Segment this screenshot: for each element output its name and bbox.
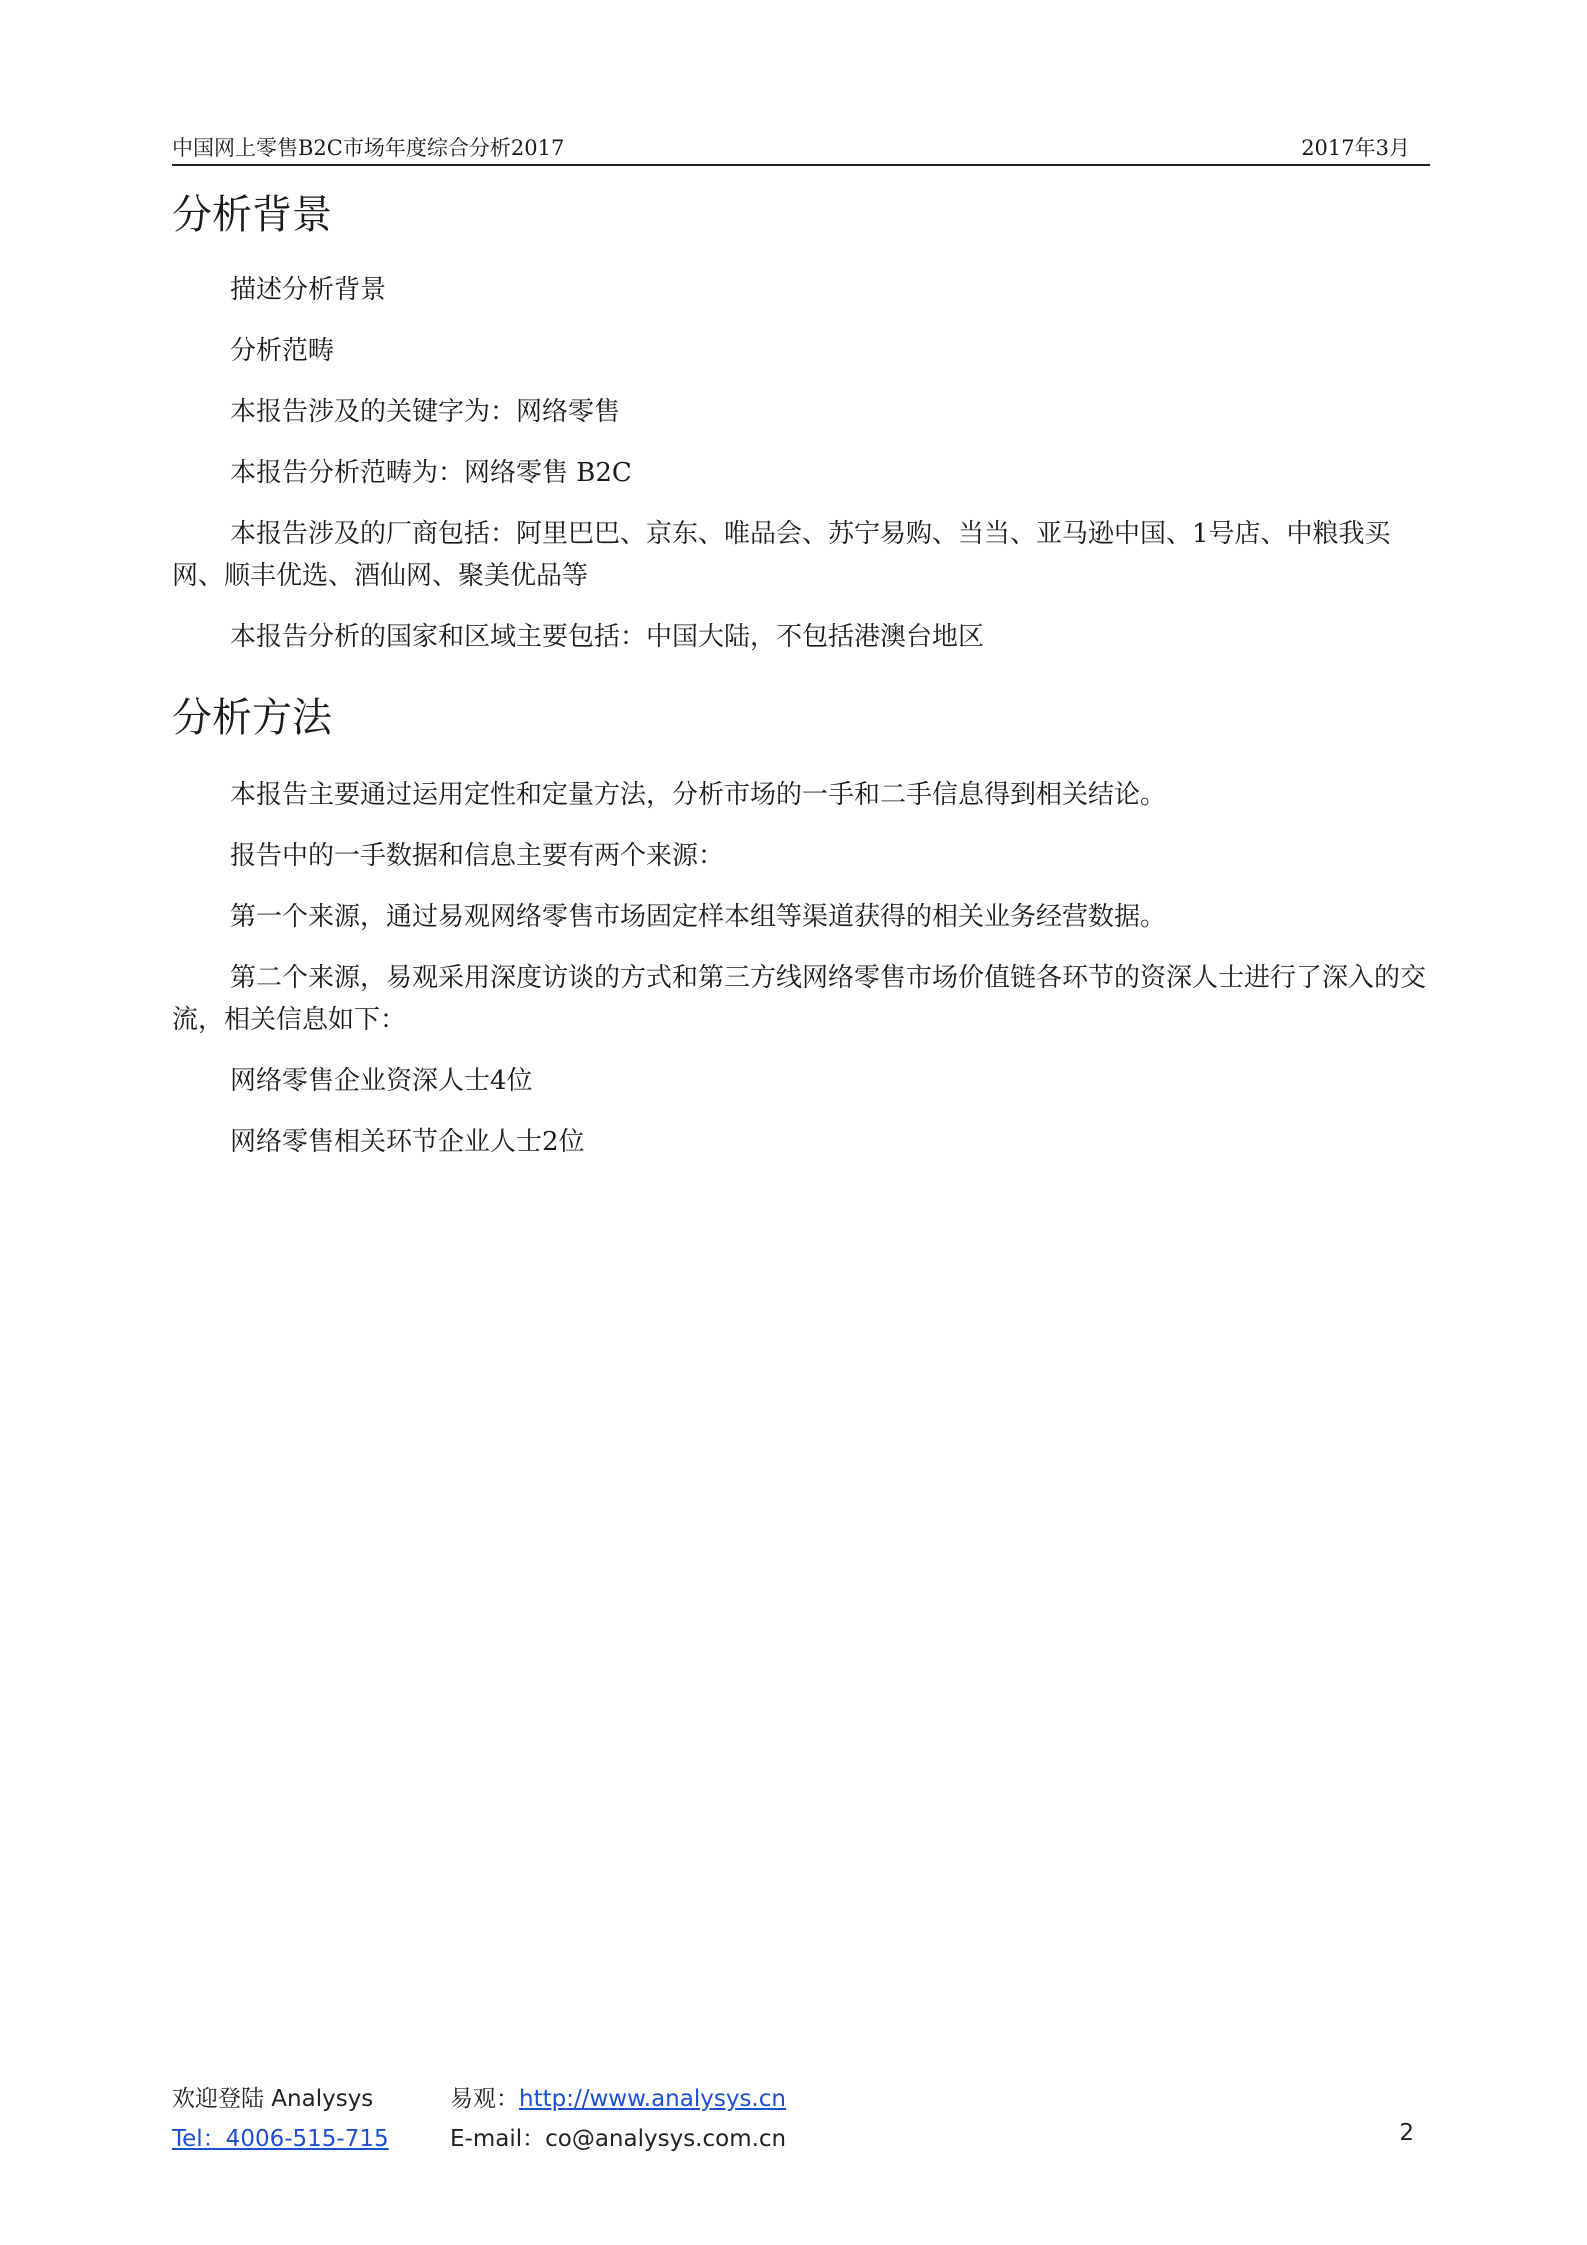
header-date: 2017年3月: [1301, 136, 1410, 160]
section-heading: 分析背景: [172, 192, 332, 238]
paragraph: 本报告主要通过运用定性和定量方法，分析市场的一手和二手信息得到相关结论。: [230, 780, 1167, 810]
paragraph: 分析范畴: [230, 336, 335, 366]
footer-welcome: 欢迎登陆 Analysys: [172, 2086, 374, 2112]
paragraph: 报告中的一手数据和信息主要有两个来源：: [230, 841, 725, 871]
page-header: [172, 130, 1430, 166]
paragraph: 第一个来源，通过易观网络零售市场固定样本组等渠道获得的相关业务经营数据。: [230, 902, 1167, 932]
site-link[interactable]: http://www.analysys.cn: [519, 2086, 786, 2112]
page-number: 2: [1399, 2120, 1414, 2146]
header-title: 中国网上零售B2C市场年度综合分析2017: [172, 136, 565, 160]
tel-link[interactable]: Tel：4006-515-715: [172, 2126, 389, 2152]
footer-row-2: [172, 2120, 1430, 2160]
paragraph: 本报告涉及的厂商包括：阿里巴巴、京东、唯品会、苏宁易购、当当、亚马逊中国、1号店、中粮我买网、顺丰优选、酒仙网、聚美优品等: [172, 519, 1391, 591]
section-background: [172, 192, 1430, 658]
footer-row-1: [172, 2080, 1430, 2120]
footer-email: E-mail：co@analysys.com.cn: [450, 2126, 787, 2152]
main-content: [172, 192, 1430, 1182]
section-heading: 分析方法: [172, 695, 332, 741]
paragraph: 本报告分析范畴为：网络零售 B2C: [230, 458, 632, 488]
paragraph: 第二个来源，易观采用深度访谈的方式和第三方线网络零售市场价值链各环节的资深人士进行了深入的交流，相关信息如下：: [172, 963, 1427, 1035]
paragraph: 网络零售相关环节企业人士2位: [230, 1127, 585, 1157]
paragraph: 网络零售企业资深人士4位: [230, 1066, 533, 1096]
paragraph: 本报告涉及的关键字为：网络零售: [230, 397, 621, 427]
section-method: [172, 695, 1430, 1163]
page-footer: [172, 2080, 1430, 2160]
paragraph: 本报告分析的国家和区域主要包括：中国大陆，不包括港澳台地区: [230, 622, 985, 652]
paragraph: 描述分析背景: [230, 275, 387, 305]
footer-site-label: 易观：: [450, 2086, 519, 2112]
footer-site: [450, 2080, 786, 2113]
